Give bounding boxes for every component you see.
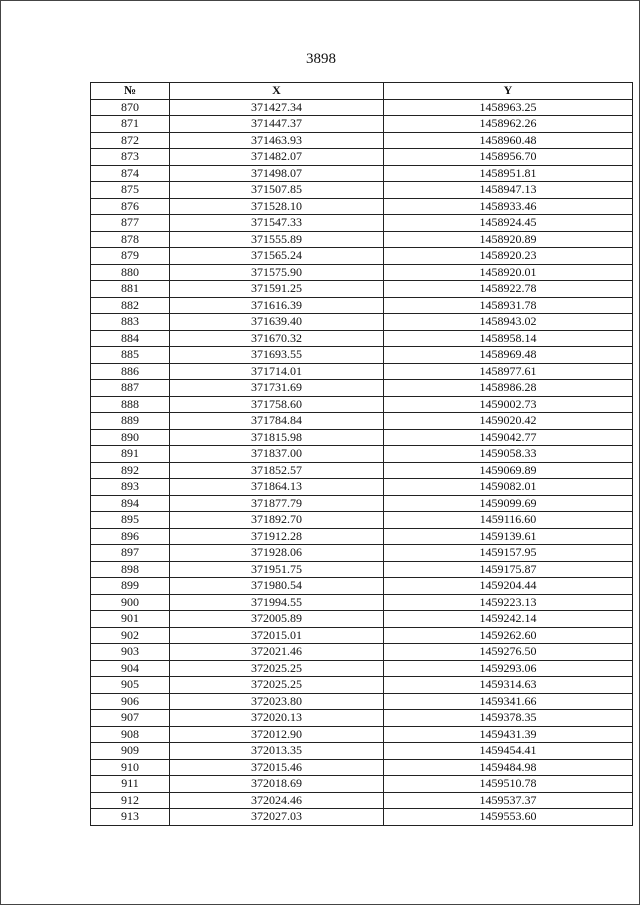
cell-x: 371837.00 xyxy=(170,446,384,463)
cell-y: 1458947.13 xyxy=(384,182,633,199)
cell-x: 371784.84 xyxy=(170,413,384,430)
cell-number: 882 xyxy=(91,297,170,314)
cell-y: 1458962.26 xyxy=(384,116,633,133)
table-header-row xyxy=(91,83,633,100)
header-number: № xyxy=(91,83,170,100)
cell-y: 1459262.60 xyxy=(384,627,633,644)
table-row xyxy=(91,380,633,397)
cell-y: 1459293.06 xyxy=(384,660,633,677)
cell-y: 1459116.60 xyxy=(384,512,633,529)
table-row xyxy=(91,627,633,644)
table-row xyxy=(91,693,633,710)
cell-y: 1459223.13 xyxy=(384,594,633,611)
cell-x: 371463.93 xyxy=(170,132,384,149)
cell-x: 371670.32 xyxy=(170,330,384,347)
cell-y: 1459069.89 xyxy=(384,462,633,479)
cell-number: 892 xyxy=(91,462,170,479)
table-row xyxy=(91,512,633,529)
table-row xyxy=(91,528,633,545)
cell-number: 872 xyxy=(91,132,170,149)
table-row xyxy=(91,182,633,199)
cell-number: 884 xyxy=(91,330,170,347)
table-row xyxy=(91,726,633,743)
table-row xyxy=(91,149,633,166)
cell-number: 889 xyxy=(91,413,170,430)
table-row xyxy=(91,281,633,298)
cell-y: 1459157.95 xyxy=(384,545,633,562)
cell-x: 371693.55 xyxy=(170,347,384,364)
cell-x: 371498.07 xyxy=(170,165,384,182)
table-row xyxy=(91,578,633,595)
cell-number: 886 xyxy=(91,363,170,380)
cell-x: 371994.55 xyxy=(170,594,384,611)
cell-x: 371591.25 xyxy=(170,281,384,298)
cell-number: 890 xyxy=(91,429,170,446)
table-row xyxy=(91,198,633,215)
cell-number: 874 xyxy=(91,165,170,182)
cell-x: 371758.60 xyxy=(170,396,384,413)
cell-y: 1459276.50 xyxy=(384,644,633,661)
cell-y: 1459314.63 xyxy=(384,677,633,694)
cell-number: 911 xyxy=(91,776,170,793)
cell-y: 1459082.01 xyxy=(384,479,633,496)
cell-number: 897 xyxy=(91,545,170,562)
cell-y: 1458920.89 xyxy=(384,231,633,248)
cell-number: 888 xyxy=(91,396,170,413)
cell-y: 1459020.42 xyxy=(384,413,633,430)
cell-y: 1459454.41 xyxy=(384,743,633,760)
cell-number: 904 xyxy=(91,660,170,677)
cell-x: 372023.80 xyxy=(170,693,384,710)
cell-number: 905 xyxy=(91,677,170,694)
cell-y: 1458963.25 xyxy=(384,99,633,116)
cell-x: 371892.70 xyxy=(170,512,384,529)
table-row xyxy=(91,660,633,677)
coordinates-table xyxy=(90,82,633,826)
cell-number: 902 xyxy=(91,627,170,644)
cell-number: 876 xyxy=(91,198,170,215)
cell-x: 372013.35 xyxy=(170,743,384,760)
cell-number: 883 xyxy=(91,314,170,331)
cell-y: 1459341.66 xyxy=(384,693,633,710)
cell-x: 371482.07 xyxy=(170,149,384,166)
table-row xyxy=(91,677,633,694)
cell-y: 1459537.37 xyxy=(384,792,633,809)
cell-y: 1459484.98 xyxy=(384,759,633,776)
table-row xyxy=(91,594,633,611)
cell-number: 898 xyxy=(91,561,170,578)
header-x: X xyxy=(170,83,384,100)
table-row xyxy=(91,396,633,413)
cell-number: 881 xyxy=(91,281,170,298)
cell-x: 371852.57 xyxy=(170,462,384,479)
cell-number: 893 xyxy=(91,479,170,496)
cell-y: 1458977.61 xyxy=(384,363,633,380)
cell-number: 901 xyxy=(91,611,170,628)
cell-x: 371928.06 xyxy=(170,545,384,562)
cell-number: 878 xyxy=(91,231,170,248)
cell-x: 371980.54 xyxy=(170,578,384,595)
cell-x: 371877.79 xyxy=(170,495,384,512)
table-row xyxy=(91,644,633,661)
cell-y: 1458943.02 xyxy=(384,314,633,331)
cell-y: 1459242.14 xyxy=(384,611,633,628)
cell-number: 877 xyxy=(91,215,170,232)
cell-y: 1459058.33 xyxy=(384,446,633,463)
table-row xyxy=(91,99,633,116)
cell-x: 371427.34 xyxy=(170,99,384,116)
cell-number: 906 xyxy=(91,693,170,710)
table-row xyxy=(91,446,633,463)
cell-number: 891 xyxy=(91,446,170,463)
cell-number: 887 xyxy=(91,380,170,397)
cell-x: 371731.69 xyxy=(170,380,384,397)
cell-x: 371714.01 xyxy=(170,363,384,380)
cell-x: 372015.01 xyxy=(170,627,384,644)
cell-x: 372027.03 xyxy=(170,809,384,826)
cell-x: 371565.24 xyxy=(170,248,384,265)
table-row xyxy=(91,710,633,727)
cell-x: 372024.46 xyxy=(170,792,384,809)
page-number: 3898 xyxy=(306,51,336,67)
cell-number: 895 xyxy=(91,512,170,529)
cell-y: 1458920.23 xyxy=(384,248,633,265)
table-body xyxy=(91,99,633,825)
cell-number: 875 xyxy=(91,182,170,199)
cell-y: 1459510.78 xyxy=(384,776,633,793)
cell-x: 371616.39 xyxy=(170,297,384,314)
table-row xyxy=(91,479,633,496)
cell-x: 372018.69 xyxy=(170,776,384,793)
table-row xyxy=(91,759,633,776)
cell-y: 1459002.73 xyxy=(384,396,633,413)
header-y: Y xyxy=(384,83,633,100)
table-row xyxy=(91,743,633,760)
cell-y: 1459431.39 xyxy=(384,726,633,743)
table-row xyxy=(91,561,633,578)
cell-y: 1458933.46 xyxy=(384,198,633,215)
table-row xyxy=(91,429,633,446)
cell-x: 371815.98 xyxy=(170,429,384,446)
cell-x: 371912.28 xyxy=(170,528,384,545)
table-row xyxy=(91,347,633,364)
cell-y: 1458956.70 xyxy=(384,149,633,166)
table-row xyxy=(91,792,633,809)
cell-x: 372012.90 xyxy=(170,726,384,743)
cell-x: 371507.85 xyxy=(170,182,384,199)
cell-x: 371528.10 xyxy=(170,198,384,215)
cell-number: 903 xyxy=(91,644,170,661)
table-row xyxy=(91,116,633,133)
cell-number: 879 xyxy=(91,248,170,265)
cell-y: 1459378.35 xyxy=(384,710,633,727)
cell-y: 1458924.45 xyxy=(384,215,633,232)
cell-number: 907 xyxy=(91,710,170,727)
table-row xyxy=(91,545,633,562)
cell-x: 371555.89 xyxy=(170,231,384,248)
cell-y: 1458920.01 xyxy=(384,264,633,281)
cell-x: 371575.90 xyxy=(170,264,384,281)
cell-number: 913 xyxy=(91,809,170,826)
table-row xyxy=(91,231,633,248)
cell-y: 1459553.60 xyxy=(384,809,633,826)
table-row xyxy=(91,132,633,149)
cell-number: 908 xyxy=(91,726,170,743)
table-row xyxy=(91,165,633,182)
table-row xyxy=(91,330,633,347)
cell-x: 371547.33 xyxy=(170,215,384,232)
cell-number: 900 xyxy=(91,594,170,611)
cell-x: 371447.37 xyxy=(170,116,384,133)
cell-x: 371864.13 xyxy=(170,479,384,496)
cell-y: 1459099.69 xyxy=(384,495,633,512)
cell-y: 1458969.48 xyxy=(384,347,633,364)
table-row xyxy=(91,611,633,628)
cell-x: 372021.46 xyxy=(170,644,384,661)
cell-number: 894 xyxy=(91,495,170,512)
cell-y: 1458931.78 xyxy=(384,297,633,314)
cell-number: 885 xyxy=(91,347,170,364)
cell-number: 880 xyxy=(91,264,170,281)
cell-y: 1458986.28 xyxy=(384,380,633,397)
table-row xyxy=(91,215,633,232)
cell-y: 1458922.78 xyxy=(384,281,633,298)
table-row xyxy=(91,776,633,793)
cell-y: 1458960.48 xyxy=(384,132,633,149)
cell-y: 1459204.44 xyxy=(384,578,633,595)
cell-number: 899 xyxy=(91,578,170,595)
cell-y: 1458958.14 xyxy=(384,330,633,347)
table-row xyxy=(91,495,633,512)
cell-x: 372005.89 xyxy=(170,611,384,628)
table-row xyxy=(91,413,633,430)
cell-number: 873 xyxy=(91,149,170,166)
table-row xyxy=(91,248,633,265)
cell-y: 1459139.61 xyxy=(384,528,633,545)
cell-y: 1458951.81 xyxy=(384,165,633,182)
cell-number: 871 xyxy=(91,116,170,133)
table-row xyxy=(91,363,633,380)
cell-x: 371639.40 xyxy=(170,314,384,331)
cell-number: 896 xyxy=(91,528,170,545)
table-row xyxy=(91,462,633,479)
cell-number: 910 xyxy=(91,759,170,776)
cell-x: 372020.13 xyxy=(170,710,384,727)
table-row xyxy=(91,264,633,281)
cell-x: 371951.75 xyxy=(170,561,384,578)
cell-x: 372025.25 xyxy=(170,660,384,677)
table-row xyxy=(91,809,633,826)
table-row xyxy=(91,297,633,314)
table-row xyxy=(91,314,633,331)
cell-x: 372025.25 xyxy=(170,677,384,694)
cell-y: 1459042.77 xyxy=(384,429,633,446)
cell-x: 372015.46 xyxy=(170,759,384,776)
cell-y: 1459175.87 xyxy=(384,561,633,578)
cell-number: 912 xyxy=(91,792,170,809)
cell-number: 870 xyxy=(91,99,170,116)
cell-number: 909 xyxy=(91,743,170,760)
